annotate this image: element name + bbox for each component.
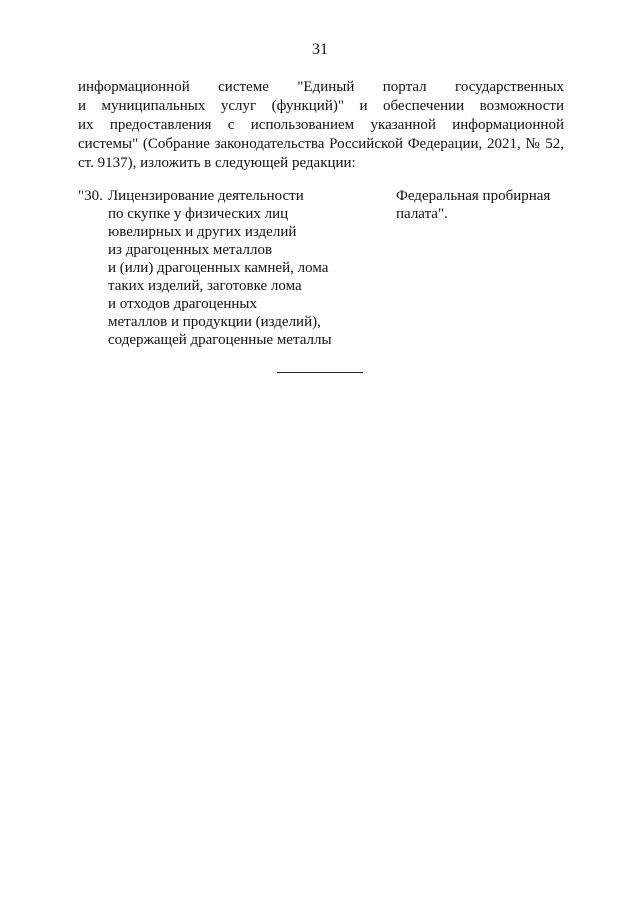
paragraph-line: их предоставления с использованием указанной информационной: [78, 117, 564, 133]
activity-line: ювелирных и других изделий: [108, 224, 297, 240]
entry-number: "30.: [78, 188, 103, 204]
authority-line: палата".: [396, 206, 448, 222]
activity-line: из драгоценных металлов: [108, 242, 273, 258]
activity-line: таких изделий, заготовке лома: [108, 278, 302, 294]
entry-authority: [396, 187, 566, 223]
activity-line: металлов и продукции (изделий),: [108, 314, 321, 330]
page-number: 31: [312, 41, 328, 58]
authority-line: Федеральная пробирная: [396, 188, 551, 204]
entry-activity: [108, 187, 368, 349]
activity-line: Лицензирование деятельности: [108, 188, 304, 204]
paragraph-line: и муниципальных услуг (функций)" и обеспечении возможности: [78, 98, 564, 114]
paragraph-line: ст. 9137), изложить в следующей редакции:: [78, 155, 356, 171]
activity-line: содержащей драгоценные металлы: [108, 332, 332, 348]
paragraph-line: системы" (Собрание законодательства Российской Федерации, 2021, № 52,: [78, 136, 564, 152]
closing-rule: [277, 372, 363, 373]
activity-line: и отходов драгоценных: [108, 296, 257, 312]
paragraph-line: информационной системе "Единый портал государственных: [78, 79, 564, 95]
activity-line: и (или) драгоценных камней, лома: [108, 260, 329, 276]
activity-line: по скупке у физических лиц: [108, 206, 289, 222]
body-paragraph: [78, 78, 564, 173]
